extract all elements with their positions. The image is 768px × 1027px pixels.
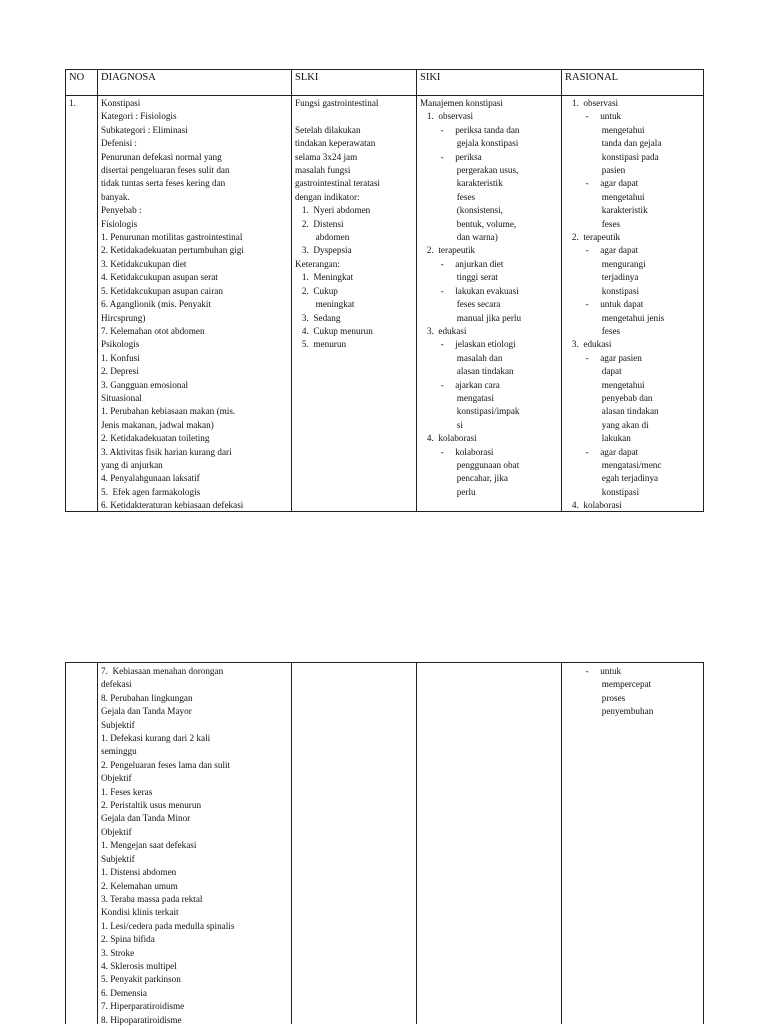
cell-line: masalah dan bbox=[420, 352, 503, 363]
column-diagnosa bbox=[97, 70, 291, 511]
cell-line: - agar dapat bbox=[565, 446, 639, 457]
cell-line: 4. Ketidakcukupan asupan serat bbox=[101, 272, 218, 283]
header-siki: SIKI bbox=[420, 72, 441, 83]
cell-line: - untuk dapat bbox=[565, 299, 644, 310]
cell-line: 2. terapeutik bbox=[420, 245, 476, 256]
cell-line: masalah fungsi bbox=[295, 165, 351, 176]
cell-line: 6. Aganglionik (mis. Penyakit bbox=[101, 299, 211, 310]
cell-line: pencahar, jika bbox=[420, 473, 508, 484]
cell-line: 2. Pengeluaran feses lama dan sulit bbox=[101, 759, 231, 770]
cell-line: Kondisi klinis terkait bbox=[101, 907, 179, 918]
cell-line: Fungsi gastrointestinal bbox=[295, 98, 379, 108]
cell-line: gejala konstipasi bbox=[420, 138, 519, 149]
cell-line: 3. Dyspepsia bbox=[295, 245, 352, 256]
cell-line: 1. Defekasi kurang dari 2 kali bbox=[101, 733, 211, 744]
cell-line: Gejala dan Tanda Minor bbox=[101, 813, 191, 824]
nursing-care-table-page2 bbox=[65, 662, 704, 1024]
cell-line: feses bbox=[420, 191, 476, 202]
cell-line: mengatasi bbox=[420, 392, 494, 403]
cell-line: 7. Kebiasaan menahan dorongan bbox=[101, 666, 224, 676]
cell-line: 3. Stroke bbox=[101, 947, 135, 958]
diagnosa-text-cont bbox=[101, 665, 234, 1027]
cell-line: konstipasi/impak bbox=[420, 406, 520, 417]
cell-line: 3. Ketidakcukupan diet bbox=[101, 258, 187, 269]
column-siki-cont bbox=[416, 663, 561, 1024]
cell-line: Hircsprung) bbox=[101, 312, 146, 323]
column-slki-cont bbox=[291, 663, 416, 1024]
cell-line: 5. Penyakit parkinson bbox=[101, 974, 181, 985]
cell-line: alasan tindakan bbox=[420, 366, 514, 377]
cell-line: - untuk bbox=[565, 666, 622, 676]
cell-line: Gejala dan Tanda Mayor bbox=[101, 706, 192, 717]
cell-line: 7. Kelemahan otot abdomen bbox=[101, 325, 205, 336]
cell-line: (konsistensi, bbox=[420, 205, 503, 216]
cell-line: - untuk bbox=[565, 111, 622, 122]
cell-line: 2. Ketidakadekuatan toileting bbox=[101, 433, 210, 444]
cell-line: 7. Hiperparatiroidisme bbox=[101, 1001, 185, 1012]
diagnosa-text bbox=[101, 97, 244, 513]
cell-line: selama 3x24 jam bbox=[295, 151, 358, 162]
cell-line: penggunaan obat bbox=[420, 459, 520, 470]
cell-line: tinggi serat bbox=[420, 272, 498, 283]
cell-line: Objektif bbox=[101, 773, 132, 784]
cell-line: mengetahui bbox=[565, 191, 645, 202]
cell-line: 3. Aktivitas fisik harian kurang dari bbox=[101, 446, 232, 457]
cell-line: dapat bbox=[565, 366, 622, 377]
cell-line: 2. Spina bifida bbox=[101, 934, 155, 945]
cell-line: gastrointestinal teratasi bbox=[295, 178, 380, 189]
cell-line: 4. Cukup menurun bbox=[295, 325, 373, 336]
cell-line: 1. observasi bbox=[420, 111, 474, 122]
cell-line: - lakukan evakuasi bbox=[420, 285, 519, 296]
cell-line: 1. Nyeri abdomen bbox=[295, 205, 371, 216]
cell-line: 4. Penyalahgunaan laksatif bbox=[101, 473, 200, 484]
cell-line: dengan indikator: bbox=[295, 191, 360, 202]
cell-line: Situasional bbox=[101, 392, 142, 403]
cell-line: feses bbox=[565, 325, 621, 336]
cell-line: - anjurkan diet bbox=[420, 258, 504, 269]
cell-line: Penurunan defekasi normal yang bbox=[101, 151, 222, 162]
cell-line: 8. Hipoparatiroidisme bbox=[101, 1014, 182, 1025]
cell-line: seminggu bbox=[101, 746, 137, 757]
cell-line: 6. Ketidakteraturan kebiasaan defekasi bbox=[101, 500, 244, 511]
cell-line: tindakan keperawatan bbox=[295, 138, 376, 149]
cell-line: tanda dan gejala bbox=[565, 138, 662, 149]
cell-line: yang di anjurkan bbox=[101, 459, 163, 470]
cell-line: meningkat bbox=[295, 299, 355, 310]
cell-line: 8. Perubahan lingkungan bbox=[101, 692, 193, 703]
cell-line: 2. terapeutik bbox=[565, 232, 621, 243]
siki-text bbox=[420, 97, 521, 499]
cell-line: defekasi bbox=[101, 679, 132, 690]
row-number: 1. bbox=[69, 98, 76, 108]
cell-line: 5. Ketidakcukupan asupan cairan bbox=[101, 285, 223, 296]
column-slki bbox=[291, 70, 416, 511]
cell-line: 3. edukasi bbox=[565, 339, 612, 350]
cell-line: mengurangi bbox=[565, 258, 646, 269]
rasional-text-cont bbox=[565, 665, 653, 719]
cell-line: 1. Lesi/cedera pada medulla spinalis bbox=[101, 920, 235, 931]
cell-line: proses bbox=[565, 692, 626, 703]
cell-line: mengetahui jenis bbox=[565, 312, 665, 323]
cell-line: 1. Distensi abdomen bbox=[101, 867, 177, 878]
cell-line: lakukan bbox=[565, 433, 631, 444]
cell-line: Setelah dilakukan bbox=[295, 124, 361, 135]
cell-line: konstipasi bbox=[565, 486, 640, 497]
cell-line: - periksa tanda dan bbox=[420, 124, 520, 135]
cell-line: Defenisi : bbox=[101, 138, 137, 149]
cell-line: mempercepat bbox=[565, 679, 652, 690]
header-no: NO bbox=[69, 72, 85, 83]
cell-line: karakteristik bbox=[565, 205, 648, 216]
cell-line: 5. Efek agen farmakologis bbox=[101, 486, 201, 497]
cell-line: 3. Teraba massa pada rektal bbox=[101, 893, 203, 904]
cell-line: disertai pengeluaran feses sulit dan bbox=[101, 165, 230, 176]
cell-line: Jenis makanan, jadwal makan) bbox=[101, 419, 214, 430]
header-slki: SLKI bbox=[295, 72, 319, 83]
cell-line: 1. Mengejan saat defekasi bbox=[101, 840, 197, 851]
cell-line: 4. kolaborasi bbox=[565, 500, 622, 511]
cell-line: 3. Gangguan emosional bbox=[101, 379, 189, 390]
cell-line: 1. Penurunan motilitas gastrointestinal bbox=[101, 232, 243, 243]
column-no bbox=[66, 70, 97, 511]
cell-line: feses bbox=[565, 218, 621, 229]
cell-line: penyembuhan bbox=[565, 706, 654, 717]
cell-line: Konstipasi bbox=[101, 98, 141, 108]
cell-line: Penyebab : bbox=[101, 205, 142, 216]
cell-line: konstipasi bbox=[565, 285, 640, 296]
cell-line: abdomen bbox=[295, 232, 350, 243]
cell-line: - agar dapat bbox=[565, 245, 639, 256]
column-rasional-cont bbox=[561, 663, 703, 1024]
cell-line: 4. Sklerosis multipel bbox=[101, 960, 177, 971]
cell-line: perlu bbox=[420, 486, 476, 497]
cell-line: egah terjadinya bbox=[565, 473, 659, 484]
column-no-cont bbox=[66, 663, 97, 1024]
cell-line: 1. Meningkat bbox=[295, 272, 354, 283]
cell-line: 1. Feses keras bbox=[101, 786, 153, 797]
cell-line: 2. Kelemahan umum bbox=[101, 880, 178, 891]
cell-line: Psikologis bbox=[101, 339, 140, 350]
cell-line: Subjektif bbox=[101, 719, 135, 730]
cell-line: Subjektif bbox=[101, 853, 135, 864]
cell-line: pergerakan usus, bbox=[420, 165, 519, 176]
cell-line: 2. Peristaltik usus menurun bbox=[101, 800, 202, 811]
cell-line: terjadinya bbox=[565, 272, 639, 283]
cell-line: 2. Ketidakadekuatan pertumbuhan gigi bbox=[101, 245, 244, 256]
column-diagnosa-cont bbox=[97, 663, 291, 1024]
cell-line: feses secara bbox=[420, 299, 501, 310]
cell-line: alasan tindakan bbox=[565, 406, 659, 417]
cell-line: - kolaborasi bbox=[420, 446, 494, 457]
cell-line: mengetahui bbox=[565, 124, 645, 135]
cell-line: Keterangan: bbox=[295, 258, 340, 269]
cell-line: 2. Distensi bbox=[295, 218, 344, 229]
cell-line: - jelaskan etiologi bbox=[420, 339, 516, 350]
cell-line: - ajarkan cara bbox=[420, 379, 500, 390]
cell-line: manual jika perlu bbox=[420, 312, 522, 323]
cell-line: - periksa bbox=[420, 151, 482, 162]
cell-line: - agar dapat bbox=[565, 178, 639, 189]
cell-line: karakteristik bbox=[420, 178, 503, 189]
header-rasional: RASIONAL bbox=[565, 72, 619, 83]
cell-line: 2. Depresi bbox=[101, 366, 139, 377]
cell-line: Objektif bbox=[101, 826, 132, 837]
cell-line: yang akan di bbox=[565, 419, 649, 430]
slki-text bbox=[295, 97, 380, 352]
cell-line: Kategori : Fisiologis bbox=[101, 111, 177, 122]
cell-line: Manajemen konstipasi bbox=[420, 98, 503, 108]
rasional-text bbox=[565, 97, 664, 513]
cell-line bbox=[295, 110, 380, 123]
cell-line: 5. menurun bbox=[295, 339, 347, 350]
cell-line: 3. Sedang bbox=[295, 312, 341, 323]
cell-line: mengetahui bbox=[565, 379, 645, 390]
cell-line: banyak. bbox=[101, 191, 130, 202]
cell-line: 6. Demensia bbox=[101, 987, 147, 998]
cell-line: 1. observasi bbox=[565, 98, 619, 108]
cell-line: - agar pasien bbox=[565, 352, 642, 363]
cell-line: si bbox=[420, 419, 463, 430]
cell-line: konstipasi pada bbox=[565, 151, 659, 162]
cell-line: mengatasi/menc bbox=[565, 459, 662, 470]
cell-line: tidak tuntas serta feses kering dan bbox=[101, 178, 226, 189]
cell-line: Subkategori : Eliminasi bbox=[101, 124, 188, 135]
cell-line: penyebab dan bbox=[565, 392, 653, 403]
cell-line: pasien bbox=[565, 165, 626, 176]
column-siki bbox=[416, 70, 561, 511]
nursing-care-table-page1 bbox=[65, 69, 704, 512]
cell-line: 4. kolaborasi bbox=[420, 433, 477, 444]
cell-line: 3. edukasi bbox=[420, 325, 467, 336]
cell-line: 2. Cukup bbox=[295, 285, 338, 296]
column-rasional bbox=[561, 70, 703, 511]
cell-line: dan warna) bbox=[420, 232, 498, 243]
cell-line: 1. Perubahan kebiasaan makan (mis. bbox=[101, 406, 236, 417]
cell-line: 1. Konfusi bbox=[101, 352, 140, 363]
header-diagnosa: DIAGNOSA bbox=[101, 72, 156, 83]
cell-line: bentuk, volume, bbox=[420, 218, 517, 229]
cell-line: Fisiologis bbox=[101, 218, 138, 229]
